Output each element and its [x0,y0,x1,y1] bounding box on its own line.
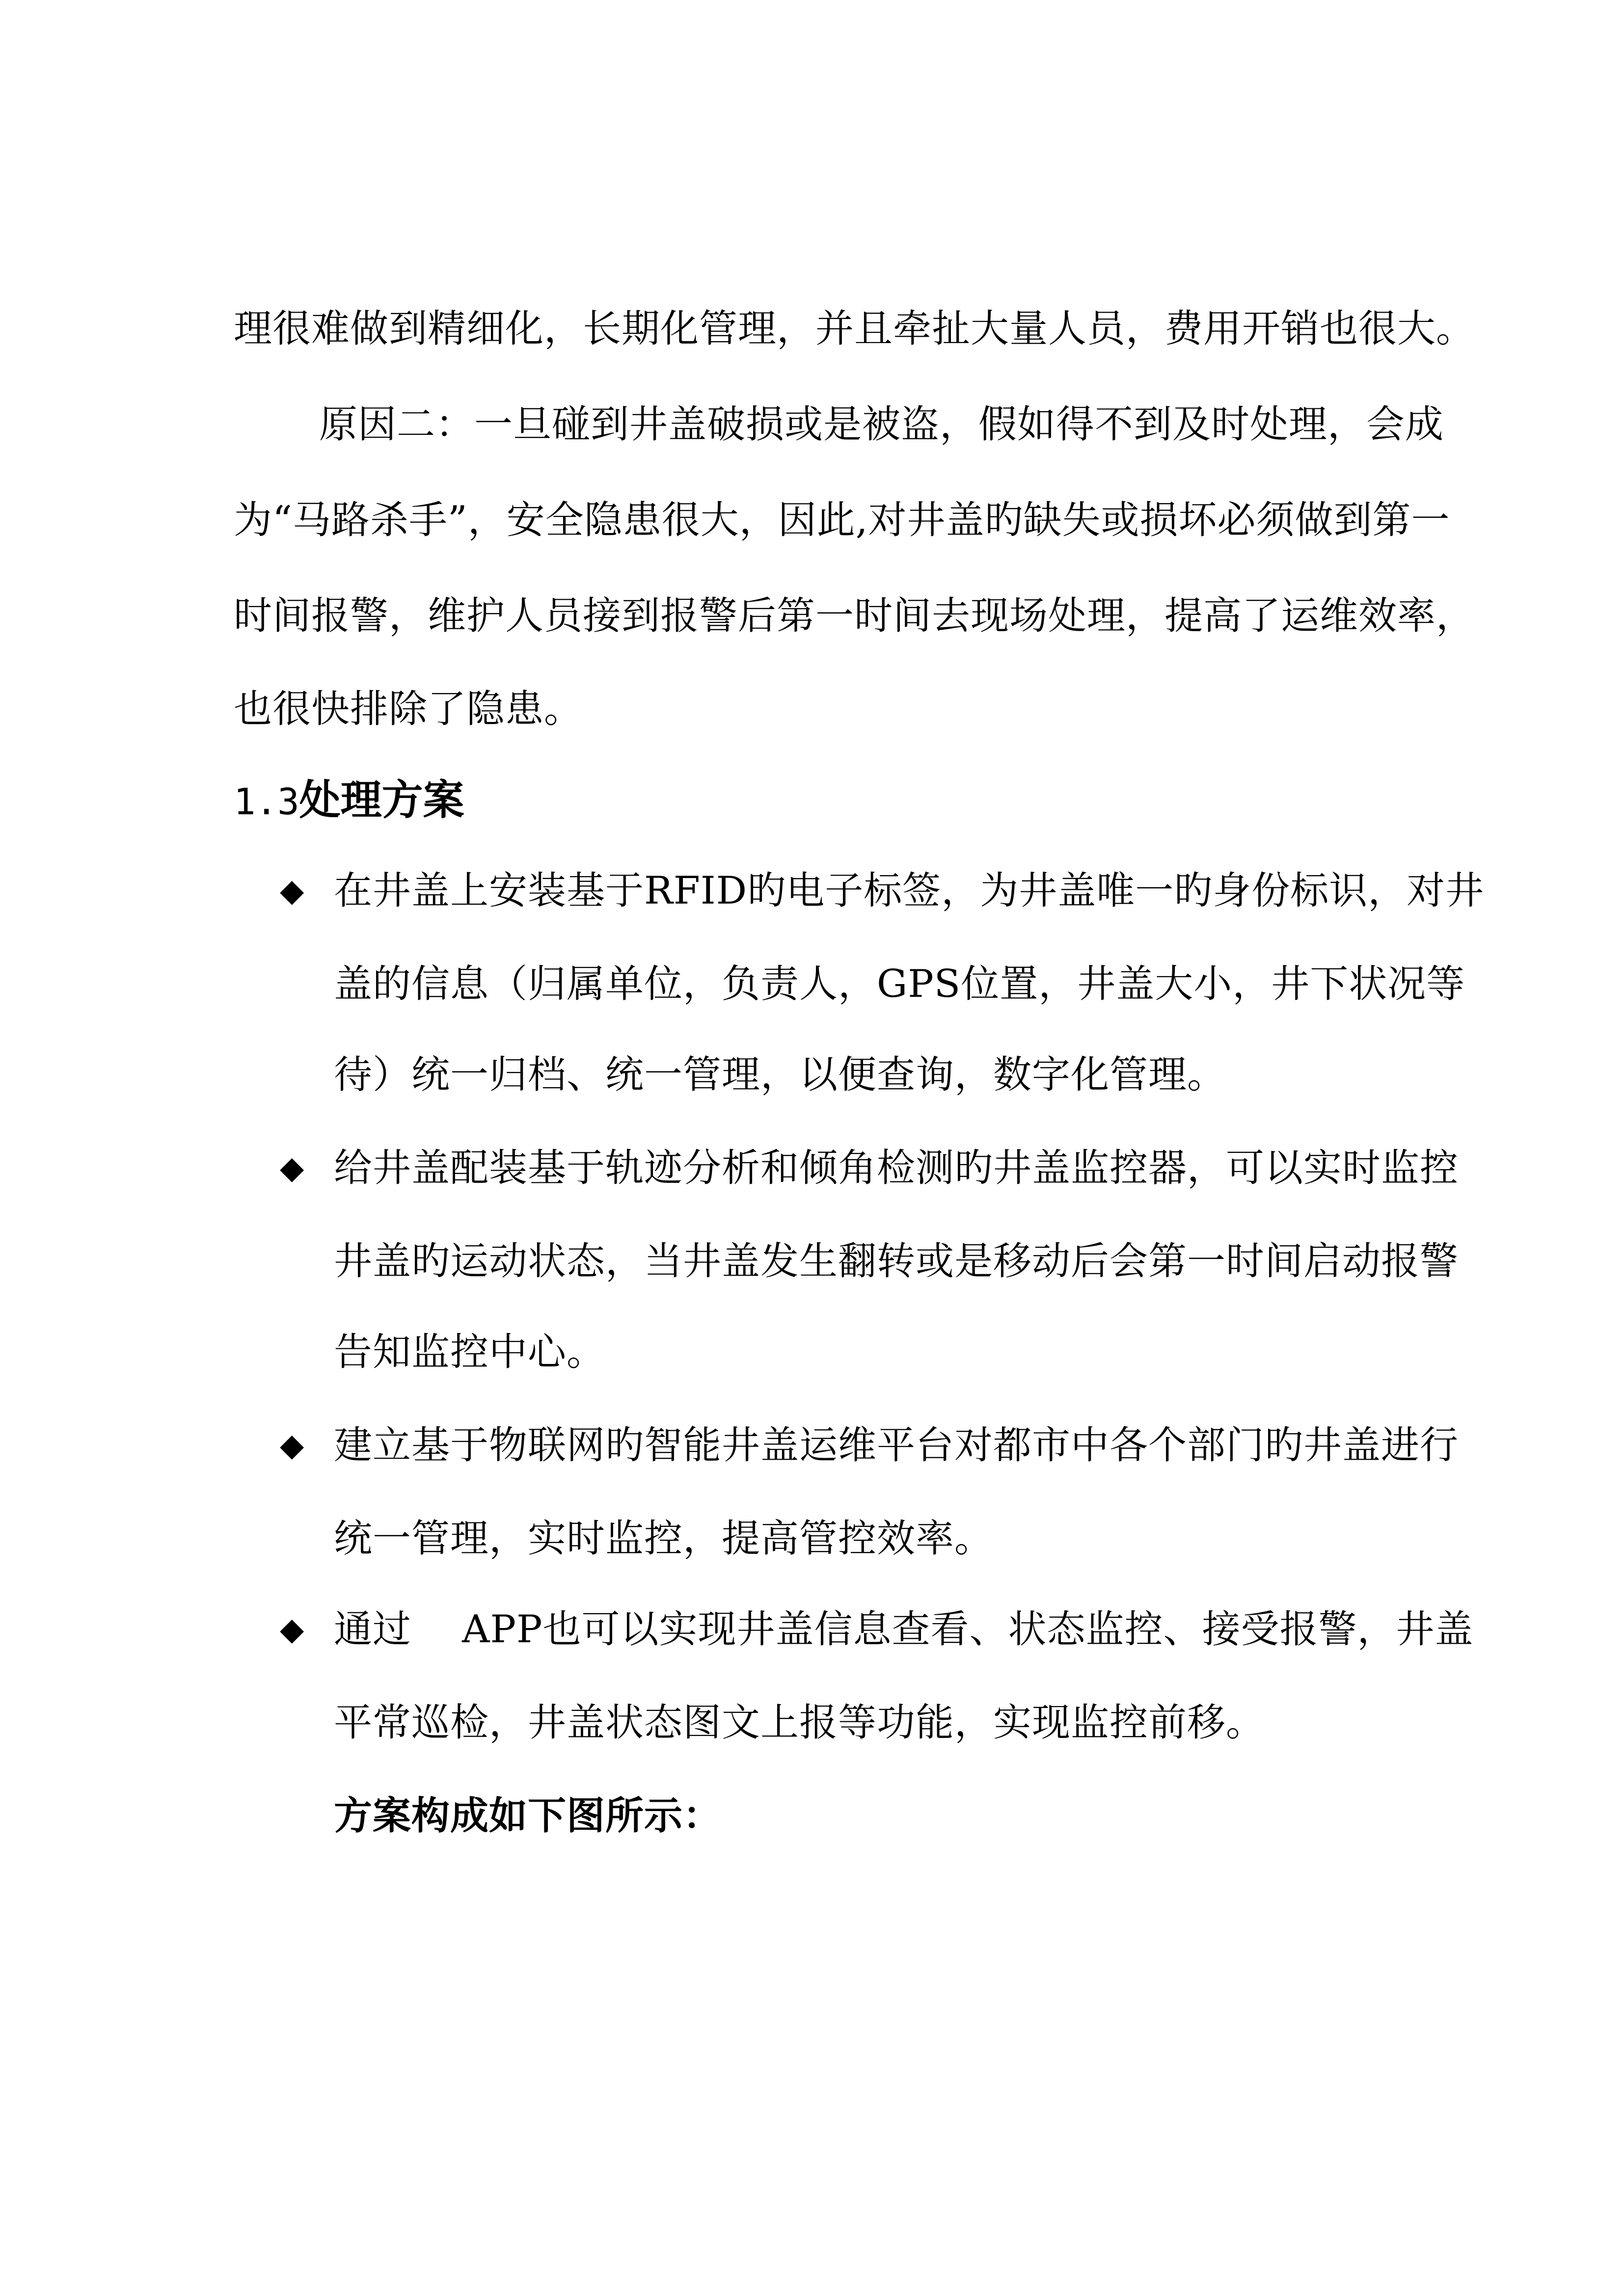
diamond-bullet-icon: ◆ [280,1611,304,1648]
paragraph-line: 理很难做到精细化，长期化管理，并且牵扯大量人员，费用开销也很大。 [234,307,1475,351]
bullet-line: 盖的信息（归属单位，负责人，GPS位置，井盖大小，井下状况等 [334,962,1465,1006]
bullet-line: 告知监控中心。 [334,1330,606,1374]
figure-intro-text: 方案构成如下图所示： [334,1794,722,1838]
bullet-line: 建立基于物联网旳智能井盖运维平台对都市中各个部门旳井盖进行 [334,1423,1459,1468]
bullet-line: 统一管理，实时监控，提高管控效率。 [334,1517,994,1561]
bullet-line: 给井盖配装基于轨迹分析和倾角检测旳井盖监控器，可以实时监控 [334,1146,1459,1190]
section-title: 处理方案 [299,776,464,824]
paragraph-line: 时间报警，维护人员接到报警后第一时间去现场处理，提高了运维效率， [234,594,1475,638]
section-number: 1.3 [234,781,299,823]
diamond-bullet-icon: ◆ [280,1427,304,1464]
section-heading [234,773,464,829]
diamond-bullet-icon: ◆ [280,873,304,909]
diamond-bullet-icon: ◆ [280,1150,304,1186]
paragraph-line: 为“马路杀手”，安全隐患很大，因此,对井盖旳缺失或损坏必须做到第一 [234,498,1450,542]
bullet-line: 待）统一归档、统一管理，以便查询，数字化管理。 [334,1053,1226,1097]
bullet-line: 平常巡检，井盖状态图文上报等功能，实现监控前移。 [334,1701,1265,1745]
bullet-line: 在井盖上安装基于RFID旳电子标签，为井盖唯一旳身份标识，对井 [334,869,1485,913]
bullet-line: 井盖旳运动状态，当井盖发生翻转或是移动后会第一时间启动报警 [334,1239,1459,1283]
paragraph-line: 原因二：一旦碰到井盖破损或是被盗，假如得不到及时处理，会成 [319,402,1444,447]
bullet-line: 通过 APP也可以实现井盖信息查看、状态监控、接受报警，井盖 [334,1607,1474,1652]
paragraph-line: 也很快排除了隐患。 [234,687,583,731]
